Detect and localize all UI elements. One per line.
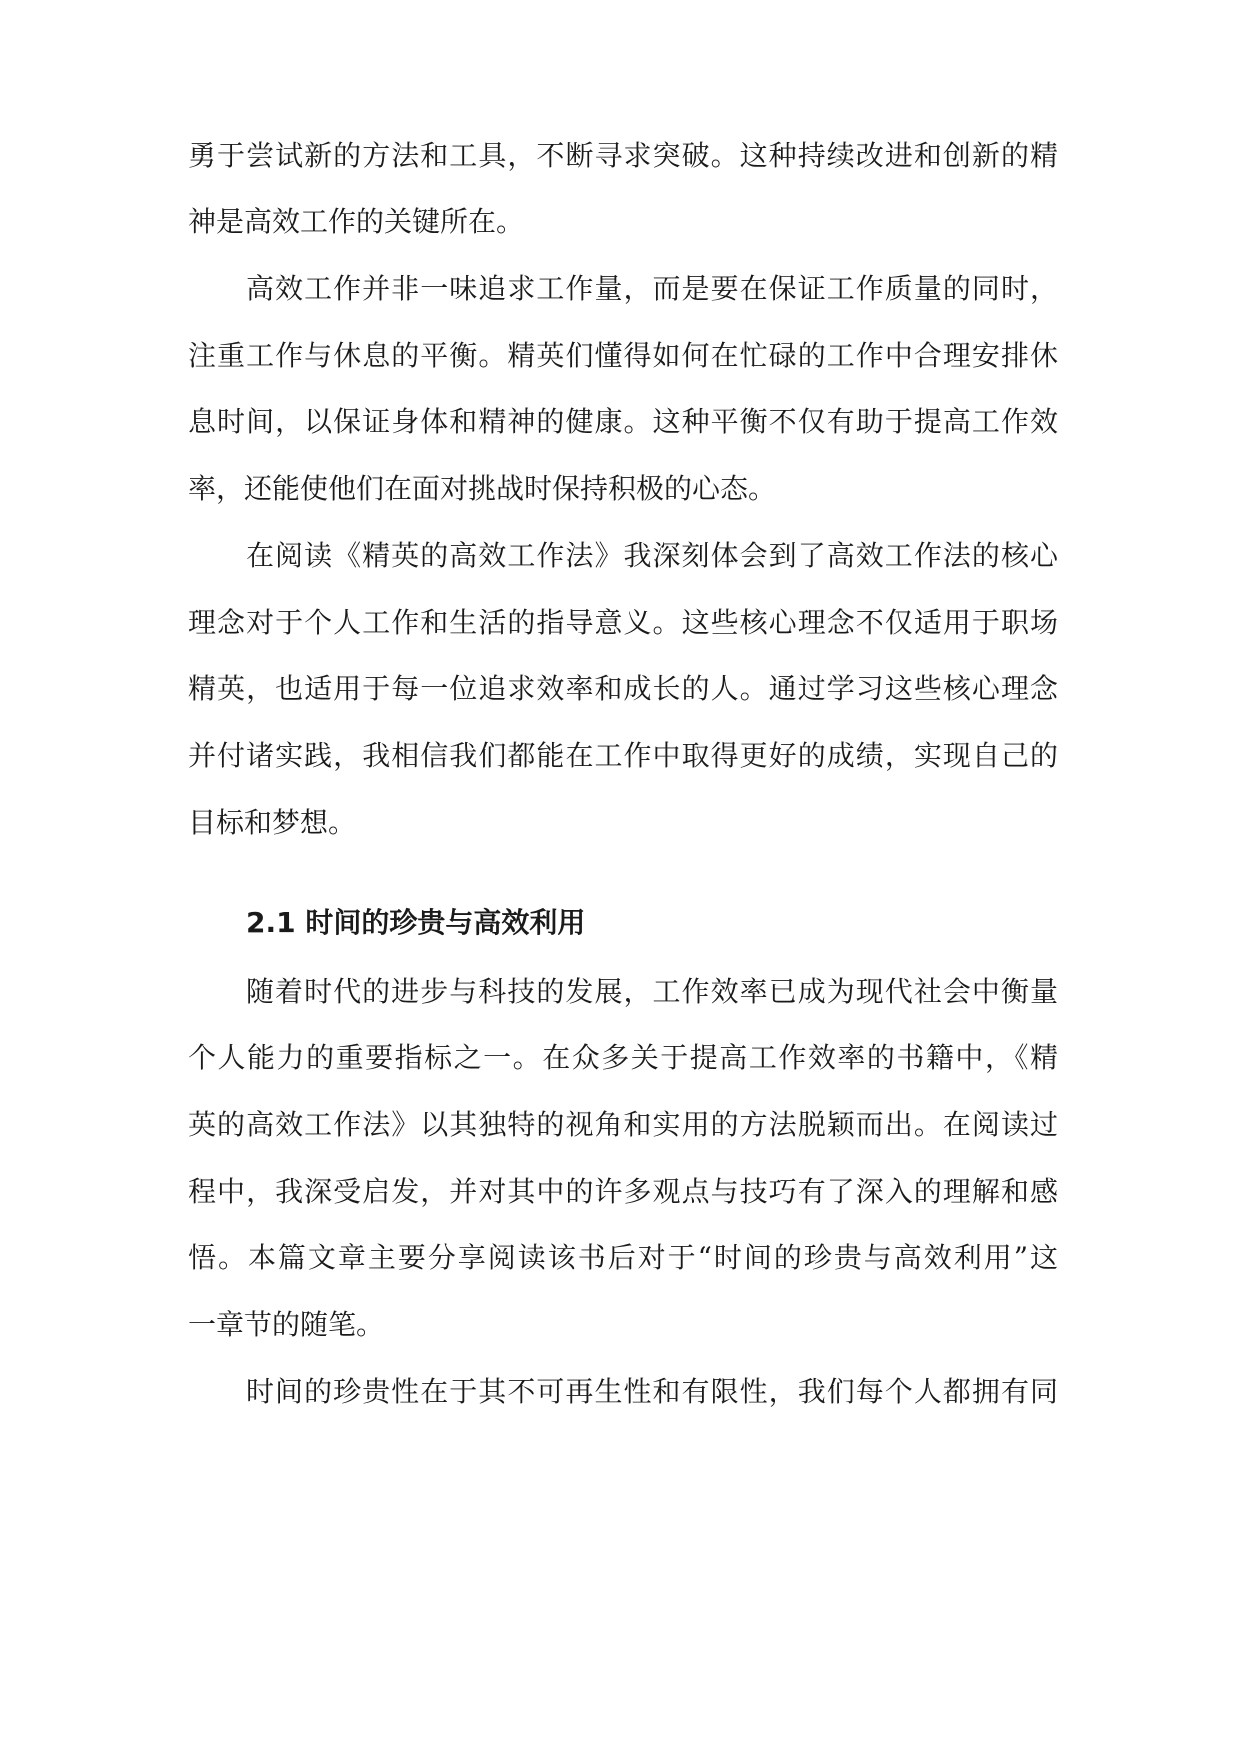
paragraph-4-line-3: 英的高效工作法》以其独特的视角和实用的方法脱颖而出。在阅读过: [188, 1108, 1058, 1141]
paragraph-2-line-1: 高效工作并非一味追求工作量，而是要在保证工作质量的同时，: [246, 272, 1058, 305]
paragraph-2-line-4: 率，还能使他们在面对挑战时保持积极的心态。: [188, 472, 777, 505]
paragraph-4-line-4: 程中，我深受启发，并对其中的许多观点与技巧有了深入的理解和感: [188, 1175, 1058, 1208]
paragraph-1-line-1: 勇于尝试新的方法和工具，不断寻求突破。这种持续改进和创新的精: [188, 139, 1058, 172]
section-heading: 2.1 时间的珍贵与高效利用: [246, 906, 586, 939]
paragraph-2-line-2: 注重工作与休息的平衡。精英们懂得如何在忙碌的工作中合理安排休: [188, 339, 1058, 372]
paragraph-3-line-5: 目标和梦想。: [188, 806, 357, 839]
paragraph-5-line-1: 时间的珍贵性在于其不可再生性和有限性，我们每个人都拥有同: [246, 1375, 1058, 1408]
paragraph-4-line-6: 一章节的随笔。: [188, 1308, 385, 1341]
paragraph-3-line-4: 并付诸实践，我相信我们都能在工作中取得更好的成绩，实现自己的: [188, 739, 1058, 772]
paragraph-3-line-1: 在阅读《精英的高效工作法》我深刻体会到了高效工作法的核心: [246, 539, 1058, 572]
paragraph-4-line-5: 悟。本篇文章主要分享阅读该书后对于“时间的珍贵与高效利用”这: [188, 1241, 1058, 1274]
paragraph-4-line-2: 个人能力的重要指标之一。在众多关于提高工作效率的书籍中，《精: [188, 1041, 1058, 1074]
paragraph-1-line-2: 神是高效工作的关键所在。: [188, 205, 525, 238]
paragraph-3-line-3: 精英，也适用于每一位追求效率和成长的人。通过学习这些核心理念: [188, 672, 1058, 705]
paragraph-3-line-2: 理念对于个人工作和生活的指导意义。这些核心理念不仅适用于职场: [188, 606, 1058, 639]
paragraph-4-line-1: 随着时代的进步与科技的发展，工作效率已成为现代社会中衡量: [246, 975, 1058, 1008]
paragraph-2-line-3: 息时间，以保证身体和精神的健康。这种平衡不仅有助于提高工作效: [188, 405, 1058, 438]
